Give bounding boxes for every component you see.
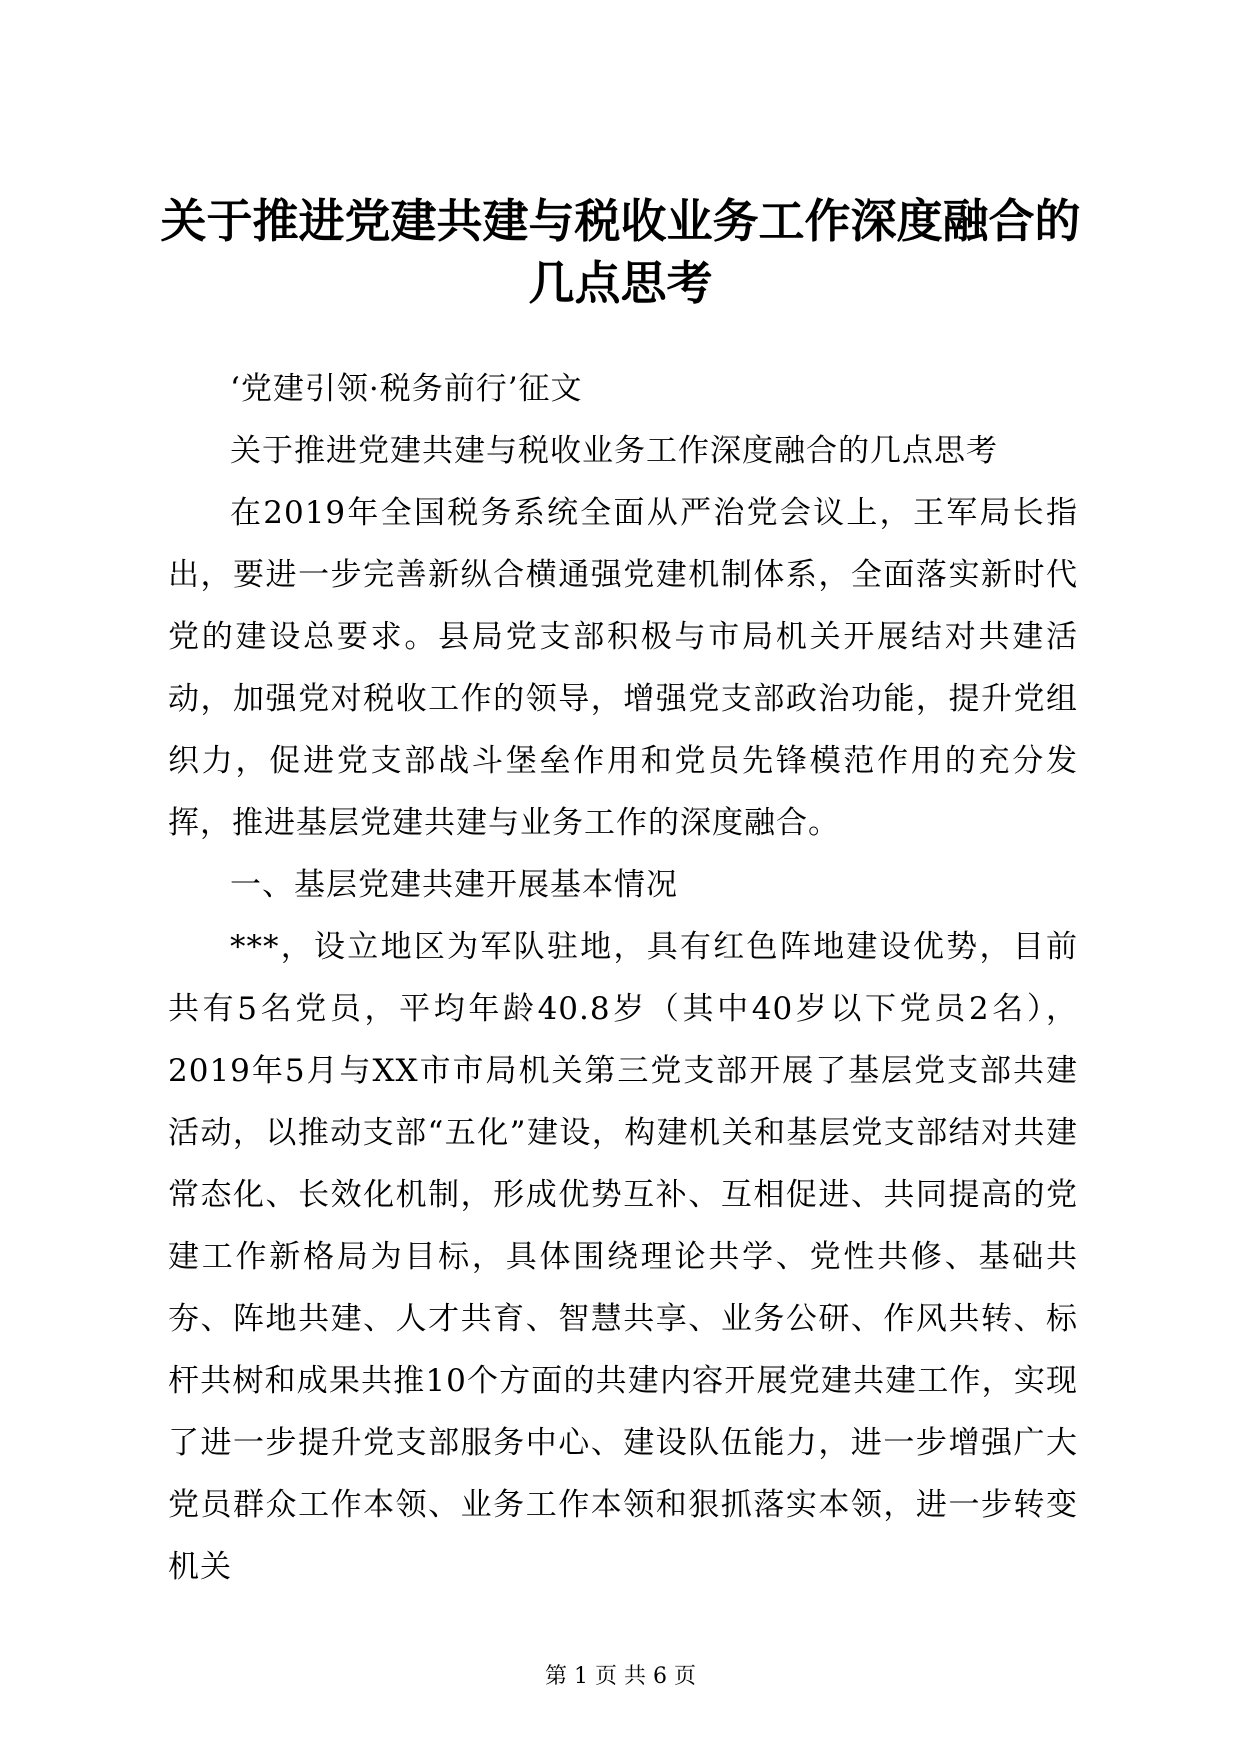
section-heading: 一、基层党建共建开展基本情况: [230, 867, 678, 903]
intro-paragraph: 在2019年全国税务系统全面从严治党会议上，王军局长指出，要进一步完善新纵合横通强党建机制体系，全面落实新时代党的建设总要求。县局党支部积极与市局机关开展结对共建活动，加强党对税收工作的领导，增强党支部政治功能，提升党组织力，促进党支部战斗堡垒作用和党员先锋模范作用的充分发挥，推进基层党建共建与业务工作的深度融合。: [168, 495, 1078, 841]
title-line-1: 关于推进党建共建与税收业务工作深度融合的: [160, 194, 1081, 248]
section-paragraph: ***，设立地区为军队驻地，具有红色阵地建设优势，目前共有5名党员，平均年龄40.8岁（其中40岁以下党员2名），2019年5月与XX市市局机关第三党支部开展了基层党支部共建活动，以推动支部“五化”建设，构建机关和基层党支部结对共建常态化、长效化机制，形成优势互补、互相促进、共同提高的党建工作新格局为目标，具体围绕理论共学、党性共修、基础共夯、阵地共建、人才共育、智慧共享、业务公研、作风共转、标杆共树和成果共推10个方面的共建内容开展党建共建工作，实现了进一步提升党支部服务中心、建设队伍能力，进一步增强广大党员群众工作本领、业务工作本领和狠抓落实本领，进一步转变机关: [168, 929, 1078, 1585]
document-body: [168, 358, 1078, 1598]
page-footer: 第 1 页 共 6 页: [545, 1664, 696, 1689]
repeated-title-paragraph: 关于推进党建共建与税收业务工作深度融合的几点思考: [230, 433, 998, 469]
subtitle-paragraph: ‘党建引领·税务前行’征文: [230, 371, 583, 407]
title-line-2: 几点思考: [528, 256, 713, 310]
document-title: [120, 190, 1121, 314]
